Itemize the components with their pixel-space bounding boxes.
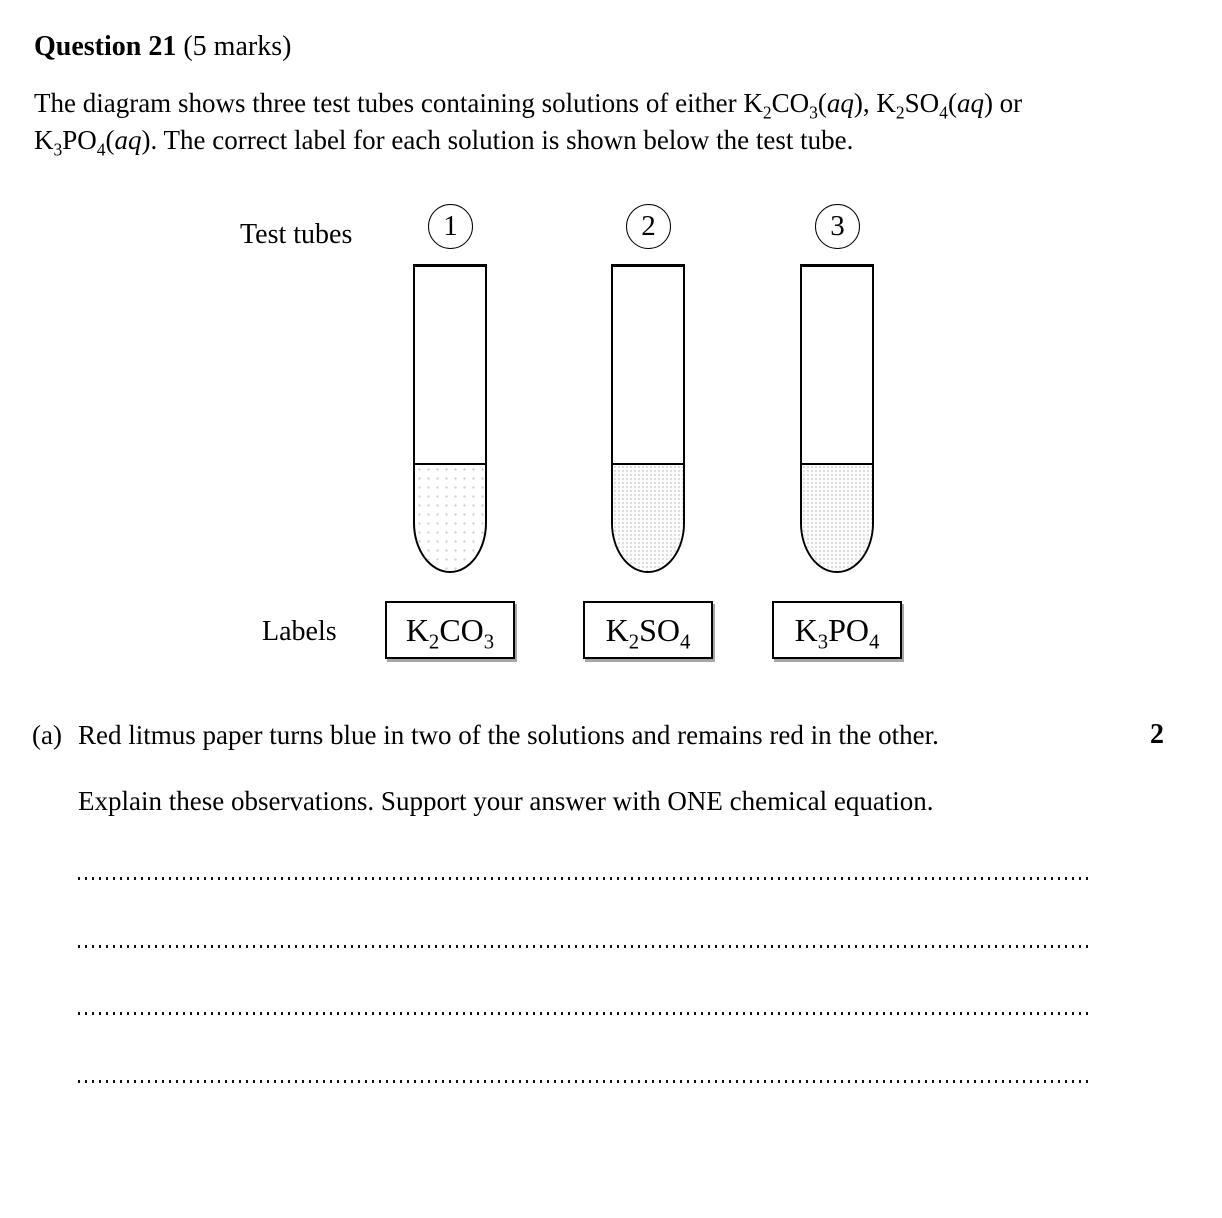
intro-line-1: The diagram shows three test tubes containing solutions of either $K_2CO_3(aq)$, $K_2SO_4(aq)$ or (34, 88, 1023, 123)
tube-number-badge-1 (428, 204, 473, 249)
question-heading (34, 31, 291, 63)
part-a-instruction: Explain these observations. Support your answer with ONE chemical equation. (78, 786, 934, 816)
answer-line (78, 877, 1093, 880)
answer-line (78, 1012, 1093, 1015)
label-formula-2: $K_2SO_4$ (605, 611, 691, 653)
part-a-statement: Red litmus paper turns blue in two of the solutions and remains red in the other. (78, 720, 939, 750)
answer-line (78, 1080, 1093, 1083)
part-a-item-label: (a) (32, 720, 62, 750)
label-box-3 (772, 601, 902, 659)
question-intro (34, 85, 1022, 159)
test-tubes-row-label: Test tubes (240, 219, 353, 250)
answer-line (78, 945, 1093, 948)
tube-number-2: 2 (641, 210, 656, 242)
labels-row-label: Labels (262, 616, 337, 647)
part-a-marks: 2 (1150, 719, 1164, 750)
tube-number-badge-3 (815, 204, 860, 249)
solution-liquid-3 (802, 463, 872, 571)
tube-number-badge-2 (626, 204, 671, 249)
test-tube-3 (800, 264, 874, 573)
tube-number-1: 1 (443, 210, 458, 242)
intro-line-2: $K_3PO_4(aq)$. The correct label for each solution is shown below the test tube. (34, 125, 854, 160)
label-box-2 (583, 601, 713, 659)
test-tube-1 (413, 264, 487, 573)
solution-liquid-1 (415, 463, 485, 571)
question-number: Question 21 (34, 31, 177, 62)
solution-liquid-2 (613, 463, 683, 571)
question-marks-suffix: (5 marks) (176, 31, 292, 62)
label-box-1 (385, 601, 515, 659)
label-formula-1: $K_2CO_3$ (405, 611, 495, 653)
test-tube-2 (611, 264, 685, 573)
label-formula-3: $K_3PO_4$ (794, 611, 880, 653)
tube-number-3: 3 (830, 210, 845, 242)
